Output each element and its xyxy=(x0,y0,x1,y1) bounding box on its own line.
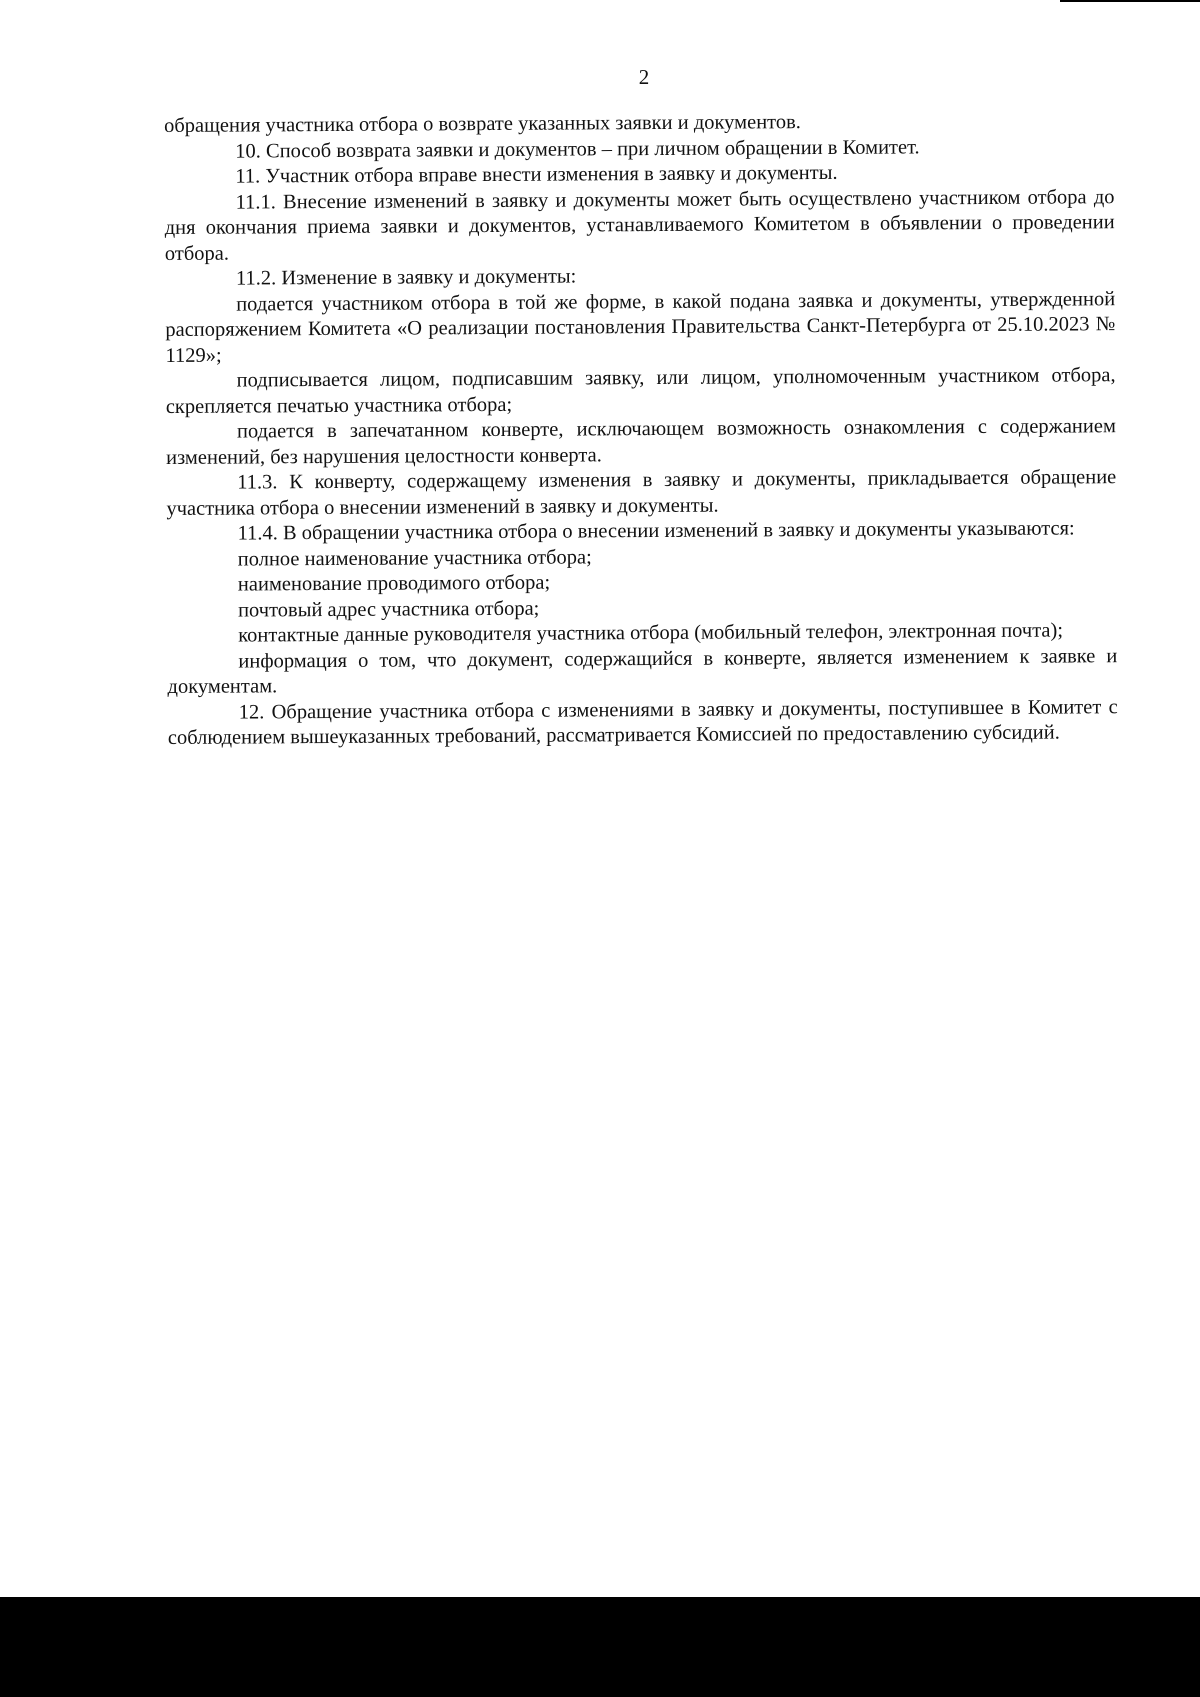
scan-top-edge xyxy=(1060,0,1200,2)
paragraph-11-4-item-1: полное наименование участника отбора; xyxy=(237,545,592,571)
paragraph-11-2: 11.2. Изменение в заявку и документы: xyxy=(235,265,577,290)
paragraph-11-4-item-4: контактные данные руководителя участника отбора (мобильный телефон, электронная почта); xyxy=(238,619,1064,647)
paragraph-11-3: 11.3. К конверту, содержащему изменения в заявку и документы, прикладывается обращение участника отбора о внесении изменений в заявку и документы. xyxy=(166,466,1117,520)
paragraph-11-1: 11.1. Внесение изменений в заявку и документы может быть осуществлено участником отбора до дня окончания приема заявки и документов, устанавливаемого Комитетом в объявлении о проведении отбора. xyxy=(164,185,1115,265)
paragraph-10: 10. Способ возврата заявки и документов – при личном обращении в Комитет. xyxy=(235,135,920,163)
paragraph-11-4-item-3: почтовый адрес участника отбора; xyxy=(237,597,540,622)
scan-bottom-border xyxy=(0,1597,1200,1697)
paragraph-11-4-item-5: информация о том, что документ, содержащийся в конверте, является изменением к заявке и документам. xyxy=(167,644,1118,698)
paragraph-continuation: обращения участника отбора о возврате указанных заявки и документов. xyxy=(164,111,801,137)
paragraph-12: 12. Обращение участника отбора с изменениями в заявку и документы, поступившее в Комитет с соблюдением вышеуказанных требований, рассматривается Комиссией по предоставлению субсидий. xyxy=(167,695,1118,749)
page-number: 2 xyxy=(638,65,650,89)
paragraph-11-4: 11.4. В обращении участника отбора о внесении изменений в заявку и документы указываются: xyxy=(237,517,1075,545)
paragraph-11-4-item-2: наименование проводимого отбора; xyxy=(237,571,551,596)
paragraph-11: 11. Участник отбора вправе внести изменения в заявку и документы. xyxy=(235,161,838,188)
paragraph-11-2-item-3: подается в запечатанном конверте, исключающем возможность ознакомления с содержанием изменений, без нарушения целостности конверта. xyxy=(166,415,1116,469)
document-body xyxy=(164,108,1118,751)
paragraph-11-2-item-2: подписывается лицом, подписавшим заявку, или лицом, уполномоченным участником отбора, скрепляется печатью участника отбора; xyxy=(165,364,1116,418)
paragraph-11-2-item-1: подается участником отбора в той же форме, в какой подана заявка и документы, утвержденной распоряжением Комитета «О реализации постановления Правительства Санкт-Петербурга от 25.10.2023 № 1129»; xyxy=(165,287,1116,367)
